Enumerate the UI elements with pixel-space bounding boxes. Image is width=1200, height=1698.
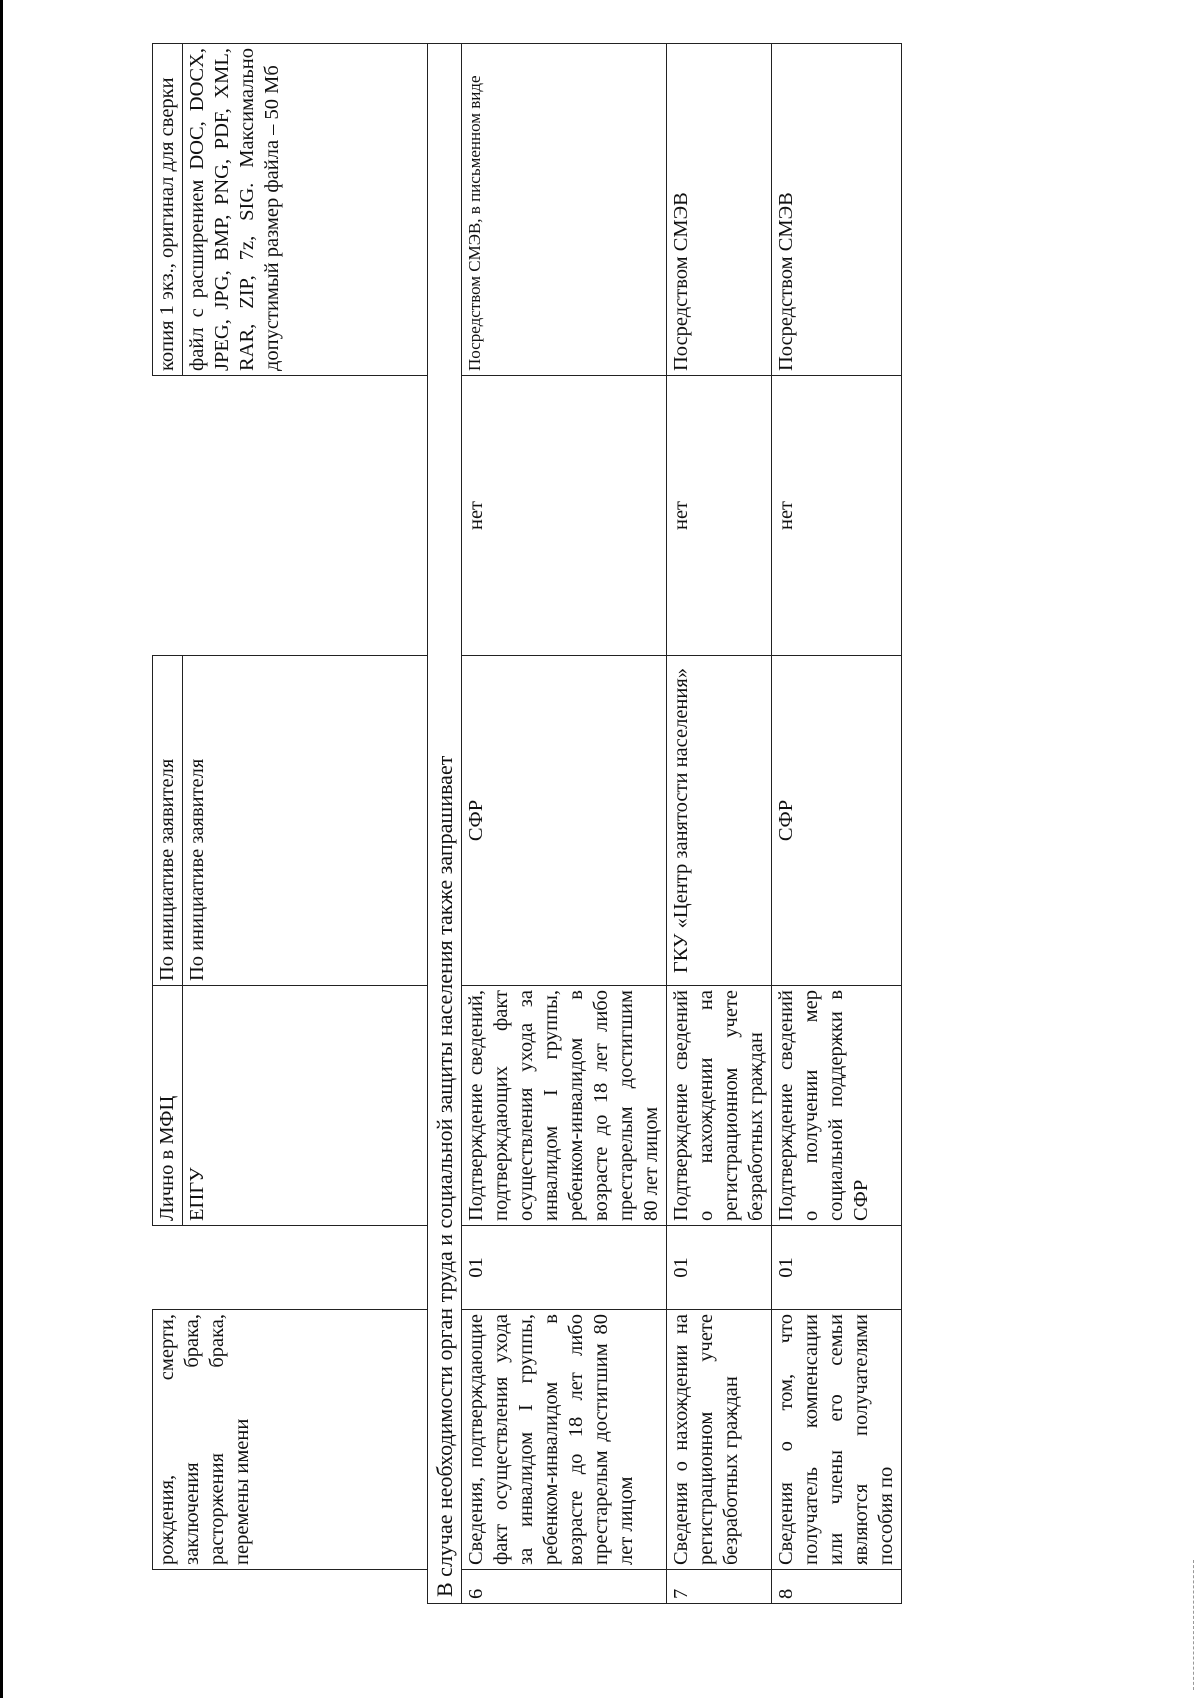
- purpose-cell: Подтверждение сведений о нахождении на регистрационном учете безработных граждан: [667, 986, 772, 1226]
- document-cell: Сведения о том, что получатель компенсации или члены его семьи являются получателями пособия по: [772, 1310, 902, 1570]
- document-cell: рождения, смерти, заключения брака, расторжения брака, перемены имени: [153, 1310, 428, 1570]
- table-row: [153, 44, 183, 1604]
- scan-edge-marks: [1191, 1560, 1194, 1690]
- source-cell: СФР: [462, 656, 667, 986]
- rotated-table-wrapper: [152, 44, 1072, 1604]
- basis-cell: По инициативе заявителя: [183, 656, 428, 986]
- document-cell: Сведения о нахождении на регистрационном учете безработных граждан: [667, 1310, 772, 1570]
- empty-cell: [153, 1226, 183, 1310]
- flag-cell: нет: [772, 376, 902, 656]
- count-cell: 01: [772, 1226, 902, 1310]
- table-row: [667, 44, 772, 1604]
- method-cell: ЕПГУ: [183, 986, 428, 1226]
- documents-table: [152, 43, 902, 1604]
- flag-cell: нет: [667, 376, 772, 656]
- empty-cell: [183, 1226, 428, 1310]
- basis-cell: По инициативе заявителя: [153, 656, 183, 986]
- row-number: 7: [667, 1570, 772, 1604]
- count-cell: 01: [462, 1226, 667, 1310]
- empty-cell: [183, 376, 428, 656]
- count-cell: 01: [667, 1226, 772, 1310]
- empty-cell: [153, 1570, 183, 1604]
- source-cell: ГКУ «Центр занятости населения»: [667, 656, 772, 986]
- purpose-cell: Подтверждение сведений о получении мер социальной поддержки в СФР: [772, 986, 902, 1226]
- section-banner: В случае необходимости орган труда и социальной защиты населения также запрашивает: [428, 44, 462, 1604]
- table-row: [462, 44, 667, 1604]
- section-banner-row: [428, 44, 462, 1604]
- source-cell: СФР: [772, 656, 902, 986]
- channel-cell: Посредством СМЭВ: [772, 44, 902, 376]
- flag-cell: нет: [462, 376, 667, 656]
- format-cell: файл с расширением DOC, DOCX, JPEG, JPG, BMP, PNG, PDF, XML, RAR, ZIP, 7z, SIG. Максимально допустимый размер файла – 50 Мб: [183, 44, 428, 376]
- format-cell: копия 1 экз., оригинал для сверки: [153, 44, 183, 376]
- document-cell: Сведения, подтверждающие факт осуществления ухода за инвалидом I группы, ребенком-инвалидом в возрасте до 18 лет либо престарелым достигшим 80 лет лицом: [462, 1310, 667, 1570]
- purpose-cell: Подтверждение сведений, подтверждающих факт осуществления ухода за инвалидом I группы, ребенком-инвалидом в возрасте до 18 лет либо престарелым достигшим 80 лет лицом: [462, 986, 667, 1226]
- empty-cell: [183, 1570, 428, 1604]
- table-row: [772, 44, 902, 1604]
- row-number: 6: [462, 1570, 667, 1604]
- channel-cell: Посредством СМЭВ, в письменном виде: [462, 44, 667, 376]
- channel-cell: Посредством СМЭВ: [667, 44, 772, 376]
- empty-cell: [153, 376, 183, 656]
- method-cell: Лично в МФЦ: [153, 986, 183, 1226]
- row-number: 8: [772, 1570, 902, 1604]
